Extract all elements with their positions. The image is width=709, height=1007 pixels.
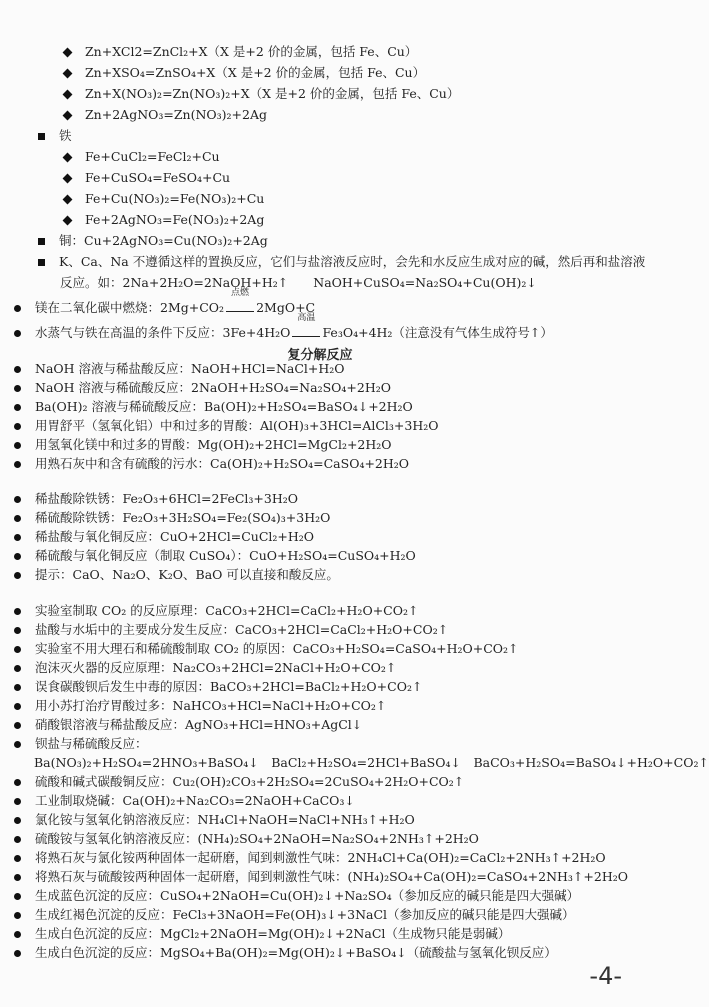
dot-bullet-icon [14,305,21,312]
list-item [62,169,230,187]
line-text: 将熟石灰与氯化铵两种固体一起研磨，闻到刺激性气味：2NH₄Cl+Ca(OH)₂=CaCl₂+2NH₃↑+2H₂O [35,850,606,865]
line-text: 稀硫酸与氧化铜反应（制取 CuSO₄）：CuO+H₂SO₄=CuSO₄+H₂O [35,548,416,563]
list-item [34,754,709,772]
list-item [12,849,606,867]
dot-bullet-icon [14,442,21,449]
dot-bullet-icon [14,366,21,373]
dot-bullet-icon [14,684,21,691]
line-text: 稀盐酸与氧化铜反应：CuO+2HCl=CuCl₂+H₂O [35,529,315,544]
condition-line-icon [226,305,254,312]
line-text: 生成白色沉淀的反应：MgSO₄+Ba(OH)₂=Mg(OH)₂↓+BaSO₄↓（硫酸盐与氢氧化钡反应） [35,945,557,960]
line-text: Zn+XSO₄=ZnSO₄+X（X 是+2 价的金属，包括 Fe、Cu） [85,65,426,80]
line-text: 误食碳酸钡后发生中毒的原因：BaCO₃+2HCl=BaCl₂+H₂O+CO₂↑ [35,679,423,694]
list-item [38,127,72,145]
dot-bullet-icon [14,423,21,430]
line-text: 镁在二氧化碳中燃烧：2Mg+CO₂ [35,300,225,315]
diamond-bullet-icon [63,68,73,78]
diamond-bullet-icon [63,194,73,204]
list-item [12,436,392,454]
line-text: 生成白色沉淀的反应：MgCl₂+2NaOH=Mg(OH)₂↓+2NaCl（生成物只能是弱碱） [35,926,511,941]
diamond-bullet-icon [63,173,73,183]
line-text: Fe+2AgNO₃=Fe(NO₃)₂+2Ag [85,212,265,227]
diamond-bullet-icon [63,152,73,162]
line-text: 将熟石灰与硫酸铵两种固体一起研磨，闻到刺激性气味：(NH₄)₂SO₄+Ca(OH)₂=CaSO₄+2NH₃↑+2H₂O [35,869,628,884]
line-text: 硫酸和碱式碳酸铜反应：Cu₂(OH)₂CO₃+2H₂SO₄=2CuSO₄+2H₂O+CO₂↑ [35,774,465,789]
line-text: 铜：Cu+2AgNO₃=Cu(NO₃)₂+2Ag [59,233,268,248]
dot-bullet-icon [14,553,21,560]
line-text: 硫酸铵与氢氧化钠溶液反应：(NH₄)₂SO₄+2NaOH=Na₂SO₄+2NH₃↑+2H₂O [35,831,479,846]
dot-bullet-icon [14,330,21,337]
line-text: 实验室制取 CO₂ 的反应原理：CaCO₃+2HCl=CaCl₂+H₂O+CO₂↑ [35,603,419,618]
line-text: 生成蓝色沉淀的反应：CuSO₄+2NaOH=Cu(OH)₂↓+Na₂SO₄（参加反应的碱只能是四大强碱） [35,888,580,903]
dot-bullet-icon [14,665,21,672]
line-text: 泡沫灭火器的反应原理：Na₂CO₃+2HCl=2NaCl+H₂O+CO₂↑ [35,660,397,675]
dot-bullet-icon [14,855,21,862]
line-text: Zn+2AgNO₃=Zn(NO₃)₂+2Ag [85,107,268,122]
line-text: 铁 [59,128,72,143]
dot-bullet-icon [14,404,21,411]
line-text: Ba(NO₃)₂+H₂SO₄=2HNO₃+BaSO₄↓ BaCl₂+H₂SO₄=2HCl+BaSO₄↓ BaCO₃+H₂SO₄=BaSO₄↓+H₂O+CO₂↑ [34,755,709,770]
dot-bullet-icon [14,798,21,805]
line-text: Fe+Cu(NO₃)₂=Fe(NO₃)₂+Cu [85,191,265,206]
diamond-bullet-icon [63,47,73,57]
dot-bullet-icon [14,608,21,615]
list-item [12,566,339,584]
reaction-condition-label: 高温 [297,313,316,323]
dot-bullet-icon [14,515,21,522]
list-item [62,106,267,124]
line-text: NaOH 溶液与稀盐酸反应：NaOH+HCl=NaCl+H₂O [35,361,345,376]
line-text: 硝酸银溶液与稀盐酸反应：AgNO₃+HCl=HNO₃+AgCl↓ [35,717,363,732]
list-item [12,830,479,848]
list-item [62,85,459,103]
list-item [12,792,355,810]
dot-bullet-icon [14,646,21,653]
line-text: Fe+CuSO₄=FeSO₄+Cu [85,170,231,185]
line-text: Zn+XCl2=ZnCl₂+X（X 是+2 价的金属，包括 Fe、Cu） [85,44,418,59]
line-text-after: 2MgO+C [256,300,316,315]
list-item [12,697,386,715]
list-item [12,773,464,791]
line-text: 水蒸气与铁在高温的条件下反应：3Fe+4H₂O [35,325,291,340]
line-text: Fe+CuCl₂=FeCl₂+Cu [85,149,220,164]
list-item [12,716,362,734]
condition-line-icon [292,330,320,337]
line-text: 稀硫酸除铁锈：Fe₂O₃+3H₂SO₄=Fe₂(SO₄)₃+3H₂O [35,510,331,525]
line-text: 盐酸与水垢中的主要成分发生反应：CaCO₃+2HCl=CaCl₂+H₂O+CO₂↑ [35,622,449,637]
line-text-after: Fe₃O₄+4H₂（注意没有气体生成符号↑） [322,325,553,340]
square-bullet-icon [38,238,45,245]
dot-bullet-icon [14,779,21,786]
line-text: Ba(OH)₂ 溶液与稀硫酸反应：Ba(OH)₂+H₂SO₄=BaSO₄↓+2H₂O [35,399,413,414]
line-text: 稀盐酸除铁锈：Fe₂O₃+6HCl=2FeCl₃+3H₂O [35,491,299,506]
dot-bullet-icon [14,461,21,468]
dot-bullet-icon [14,950,21,957]
list-item [12,455,409,473]
list-item [12,811,415,829]
dot-bullet-icon [14,627,21,634]
dot-bullet-icon [14,722,21,729]
list-item [12,602,418,620]
line-text: Zn+X(NO₃)₂=Zn(NO₃)₂+X（X 是+2 价的金属，包括 Fe、Cu） [85,86,460,101]
line-text: 用氢氧化镁中和过多的胃酸：Mg(OH)₂+2HCl=MgCl₂+2H₂O [35,437,392,452]
diamond-bullet-icon [63,110,73,120]
list-item [12,906,575,924]
list-item [12,360,345,378]
list-item [12,868,628,886]
line-text: 钡盐与稀硫酸反应： [35,736,148,751]
line-text: 用熟石灰中和含有硫酸的污水：Ca(OH)₂+H₂SO₄=CaSO₄+2H₂O [35,456,410,471]
line-text: 生成红褐色沉淀的反应：FeCl₃+3NaOH=Fe(OH)₃↓+3NaCl（参加反应的碱只能是四大强碱） [35,907,575,922]
list-item [62,64,425,82]
list-item [12,528,314,546]
list-item [12,490,298,508]
list-item [12,659,396,677]
list-item [12,735,148,753]
list-item [12,621,448,639]
dot-bullet-icon [14,836,21,843]
list-item [62,211,264,229]
dot-bullet-icon [14,572,21,579]
dot-bullet-icon [14,817,21,824]
section-title: 复分解反应 [287,348,353,363]
list-item [12,313,553,342]
list-item [62,43,417,61]
dot-bullet-icon [14,874,21,881]
dot-bullet-icon [14,741,21,748]
line-text: 用小苏打治疗胃酸过多：NaHCO₃+HCl=NaCl+H₂O+CO₂↑ [35,698,387,713]
diamond-bullet-icon [63,89,73,99]
dot-bullet-icon [14,534,21,541]
line-text: 反应。如：2Na+2H₂O=2NaOH+H₂↑ NaOH+CuSO₄=Na₂SO₄+Cu(OH)₂↓ [60,275,537,290]
square-bullet-icon [38,259,45,266]
list-item [12,288,316,317]
list-item [12,640,519,658]
square-bullet-icon [38,133,45,140]
line-text: 工业制取烧碱：Ca(OH)₂+Na₂CO₃=2NaOH+CaCO₃↓ [35,793,355,808]
line-text: 用胃舒平（氢氧化铝）中和过多的胃酸：Al(OH)₃+3HCl=AlCl₃+3H₂O [35,418,439,433]
line-text: 氯化铵与氢氧化钠溶液反应：NH₄Cl+NaOH=NaCl+NH₃↑+H₂O [35,812,415,827]
list-item [12,509,330,527]
line-text: 实验室不用大理石和稀硫酸制取 CO₂ 的原因：CaCO₃+H₂SO₄=CaSO₄+H₂O+CO₂↑ [35,641,519,656]
dot-bullet-icon [14,912,21,919]
page-number: -4- [589,962,622,990]
dot-bullet-icon [14,496,21,503]
line-text: K、Ca、Na 不遵循这样的置换反应，它们与盐溶液反应时，会先和水反应生成对应的碱，然后再和盐溶液 [59,254,646,269]
list-item [12,887,579,905]
list-item [12,417,439,435]
list-item [62,148,220,166]
reaction-condition-label: 点燃 [231,288,250,298]
list-item [60,274,537,292]
dot-bullet-icon [14,385,21,392]
reaction-condition-arrow [224,288,256,317]
list-item [12,398,413,416]
list-item [38,232,268,250]
dot-bullet-icon [14,931,21,938]
list-item [62,190,264,208]
dot-bullet-icon [14,893,21,900]
line-text: NaOH 溶液与稀硫酸反应：2NaOH+H₂SO₄=Na₂SO₄+2H₂O [35,380,391,395]
list-item [12,547,416,565]
list-item [12,678,422,696]
list-item [12,944,557,962]
list-item [12,925,510,943]
list-item [38,253,645,271]
diamond-bullet-icon [63,215,73,225]
dot-bullet-icon [14,703,21,710]
line-text: 提示：CaO、Na₂O、K₂O、BaO 可以直接和酸反应。 [35,567,339,582]
reaction-condition-arrow [290,313,322,342]
list-item [12,379,391,397]
